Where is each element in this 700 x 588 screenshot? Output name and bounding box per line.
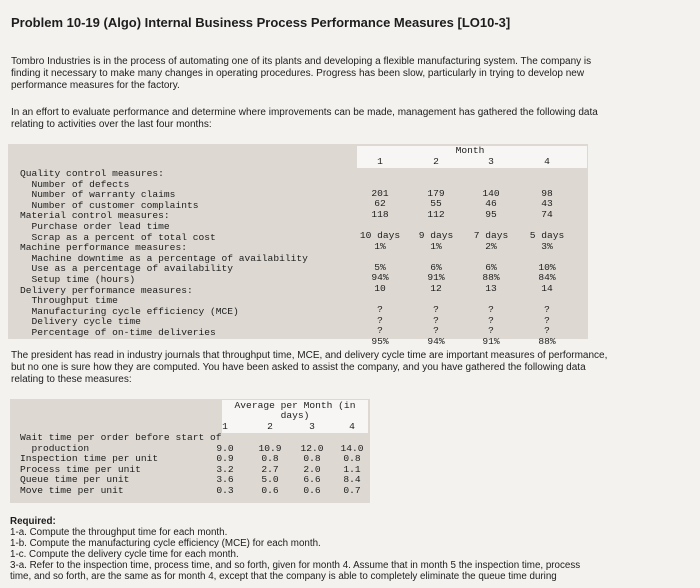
table1-row-label: Delivery cycle time: [20, 316, 141, 328]
table1-row-label: Number of warranty claims: [20, 189, 176, 201]
table1-cell: 1%: [430, 240, 442, 252]
table1-cell: 74: [541, 208, 553, 220]
table1-cell: 55: [430, 198, 442, 210]
t2-month-col-2: 2: [267, 421, 273, 432]
table1-cell: ?: [488, 304, 494, 316]
table1-row-label: Number of customer complaints: [20, 199, 199, 211]
table1-cell: 10%: [538, 261, 556, 273]
table1-cell: ?: [377, 304, 383, 316]
table2-cell: 10.9: [258, 442, 282, 454]
table2-header-line2: days): [280, 410, 310, 421]
table1-cell: 13: [485, 283, 497, 294]
month-header: Month: [455, 145, 485, 156]
table2-cell: 0.8: [343, 453, 361, 465]
table1-cell: 5 days: [529, 230, 565, 241]
table1-row-label: Setup time (hours): [20, 274, 136, 285]
month-col-2: 2: [433, 156, 439, 167]
table1-row-label: Use as a percentage of availability: [20, 263, 234, 275]
table2-cell: 1.1: [343, 463, 361, 475]
table2-row-label: Process time per unit: [20, 463, 141, 475]
required-item: 3-a. Refer to the inspection time, process time, and so forth, given for month 4. Assume that in month 5 the inspection time, process: [10, 560, 581, 571]
intro-line: Tombro Industries is in the process of automating one of its plants and developing a flexible manufacturing system. The company is: [11, 56, 592, 67]
table1-row-label: Number of defects: [20, 178, 130, 190]
table1-cell: 1%: [374, 240, 386, 252]
table2-cell: 0.3: [216, 485, 234, 496]
table1-row-label: Quality control measures:: [20, 168, 164, 179]
table2-cell: 12.0: [300, 442, 324, 454]
table2-cell: 14.0: [340, 442, 364, 454]
table1-cell: 3%: [541, 240, 553, 252]
table1-row-label: Throughput time: [20, 295, 118, 307]
middle-line: but no one is sure how they are computed. You have been asked to assist the company, and you have gathered the following data: [11, 362, 586, 373]
table1-row-label: Scrap as a percent of total cost: [20, 231, 216, 243]
table2-row-label: Queue time per unit: [20, 474, 130, 486]
middle-line: relating to these measures:: [11, 374, 132, 385]
table1-cell: ?: [433, 304, 439, 316]
table1-cell: 5%: [374, 261, 386, 273]
table1-row-label: Manufacturing cycle efficiency (MCE): [20, 305, 239, 317]
table2-header-line1: Average per Month (in: [234, 400, 356, 411]
middle-paragraph: [11, 350, 686, 386]
t2-month-col-3: 3: [309, 421, 315, 432]
table1-cell: ?: [433, 325, 439, 337]
table1-row-label: Delivery performance measures:: [20, 284, 193, 296]
table1-row-label: Percentage of on-time deliveries: [20, 327, 216, 338]
table1-cell: 95%: [371, 336, 389, 347]
table2-cell: 0.6: [303, 485, 321, 496]
table1-cell: 43: [541, 198, 553, 210]
required-item: 1-b. Compute the manufacturing cycle efficiency (MCE) for each month.: [10, 538, 321, 549]
table1-cell: 2%: [485, 240, 497, 252]
table1-row-label: Machine downtime as a percentage of availability: [20, 252, 308, 264]
table1-row-label: Machine performance measures:: [20, 242, 187, 254]
page-title: Problem 10-19 (Algo) Internal Business Process Performance Measures [LO10-3]: [11, 15, 511, 30]
table1-cell: ?: [544, 314, 550, 326]
intro-paragraph: [11, 56, 686, 92]
table2-cell: 0.8: [303, 453, 321, 465]
table1-cell: ?: [433, 314, 439, 326]
table1-cell: 95: [485, 208, 497, 220]
table1-cell: 88%: [482, 272, 500, 284]
table1-cell: 46: [485, 198, 497, 210]
table1-cell: ?: [488, 314, 494, 326]
table2-cell: 5.0: [261, 474, 279, 486]
table2-cell: 6.6: [303, 474, 321, 486]
required-item: time, and so forth, are the same as for month 4, except that the company is able to completely eliminate the queue time during: [10, 571, 557, 582]
table2-row-label: Inspection time per unit: [20, 453, 159, 465]
table1-cell: 14: [541, 283, 553, 294]
table1-row-label: Purchase order lead time: [20, 221, 170, 232]
month-col-1: 1: [377, 156, 383, 167]
required-item: 1-c. Compute the delivery cycle time for each month.: [10, 549, 239, 560]
t2-month-col-4: 4: [349, 421, 355, 432]
month-col-3: 3: [488, 156, 494, 167]
table2-cell: 9.0: [216, 442, 234, 454]
table1-cell: ?: [544, 304, 550, 316]
table1-cell: 140: [482, 187, 500, 199]
t2-month-col-1: 1: [222, 421, 228, 432]
intro2-line: In an effort to evaluate performance and determine where improvements can be made, management has gathered the following data: [11, 107, 598, 118]
table1-cell: ?: [488, 325, 494, 337]
table2-cell: 0.9: [216, 453, 234, 465]
table1-cell: 94%: [371, 272, 389, 284]
middle-line: The president has read in industry journals that throughput time, MCE, and delivery cycle time are important measures of performance,: [11, 350, 608, 361]
table1-cell: 6%: [485, 261, 497, 273]
table1-cell: 6%: [430, 261, 442, 273]
table2-cell: 3.2: [216, 463, 234, 475]
table1-cell: 91%: [427, 272, 445, 284]
table2-cell: 2.7: [261, 463, 279, 475]
table1-cell: 88%: [538, 336, 556, 347]
table2-row-label: Wait time per order before start of: [20, 432, 222, 443]
required-title: Required:: [10, 516, 56, 527]
table1-row-label: Material control measures:: [20, 210, 170, 222]
table2-cell: 2.0: [303, 463, 321, 475]
intro2-paragraph: [11, 107, 686, 131]
table2-cell: 0.8: [261, 453, 279, 465]
required-item: 1-a. Compute the throughput time for each month.: [10, 527, 228, 538]
table1-cell: 98: [541, 187, 553, 199]
table1-cell: 62: [374, 198, 386, 210]
table1-cell: 91%: [482, 336, 500, 347]
table1-cell: 201: [371, 187, 389, 199]
table1-cell: ?: [377, 325, 383, 337]
intro2-line: relating to activities over the last four months:: [11, 119, 212, 130]
month-col-4: 4: [544, 156, 550, 167]
table1-cell: 7 days: [473, 230, 509, 241]
intro-line: performance measures for the factory.: [11, 80, 180, 91]
table1-cell: 94%: [427, 336, 445, 347]
table1-cell: ?: [377, 314, 383, 326]
table1-cell: 10 days: [359, 230, 401, 241]
table1-cell: 9 days: [418, 230, 454, 241]
table2-cell: 3.6: [216, 474, 234, 486]
table2-cell: 0.7: [343, 485, 361, 496]
table1-cell: 10: [374, 283, 386, 294]
intro-line: finding it necessary to make many changes in operating procedures. Progress has been slow, particularly in trying to develop new: [11, 68, 585, 79]
table2-cell: 8.4: [343, 474, 361, 486]
table1-cell: 84%: [538, 272, 556, 284]
table1-cell: ?: [544, 325, 550, 337]
required-section: [10, 516, 580, 582]
table1-cell: 112: [427, 208, 445, 220]
table2-row-label: Move time per unit: [20, 485, 124, 496]
table1-cell: 118: [371, 208, 389, 220]
table2-row-label: production: [20, 442, 90, 454]
table1-cell: 179: [427, 187, 445, 199]
table1-cell: 12: [430, 283, 442, 294]
table2-cell: 0.6: [261, 485, 279, 496]
